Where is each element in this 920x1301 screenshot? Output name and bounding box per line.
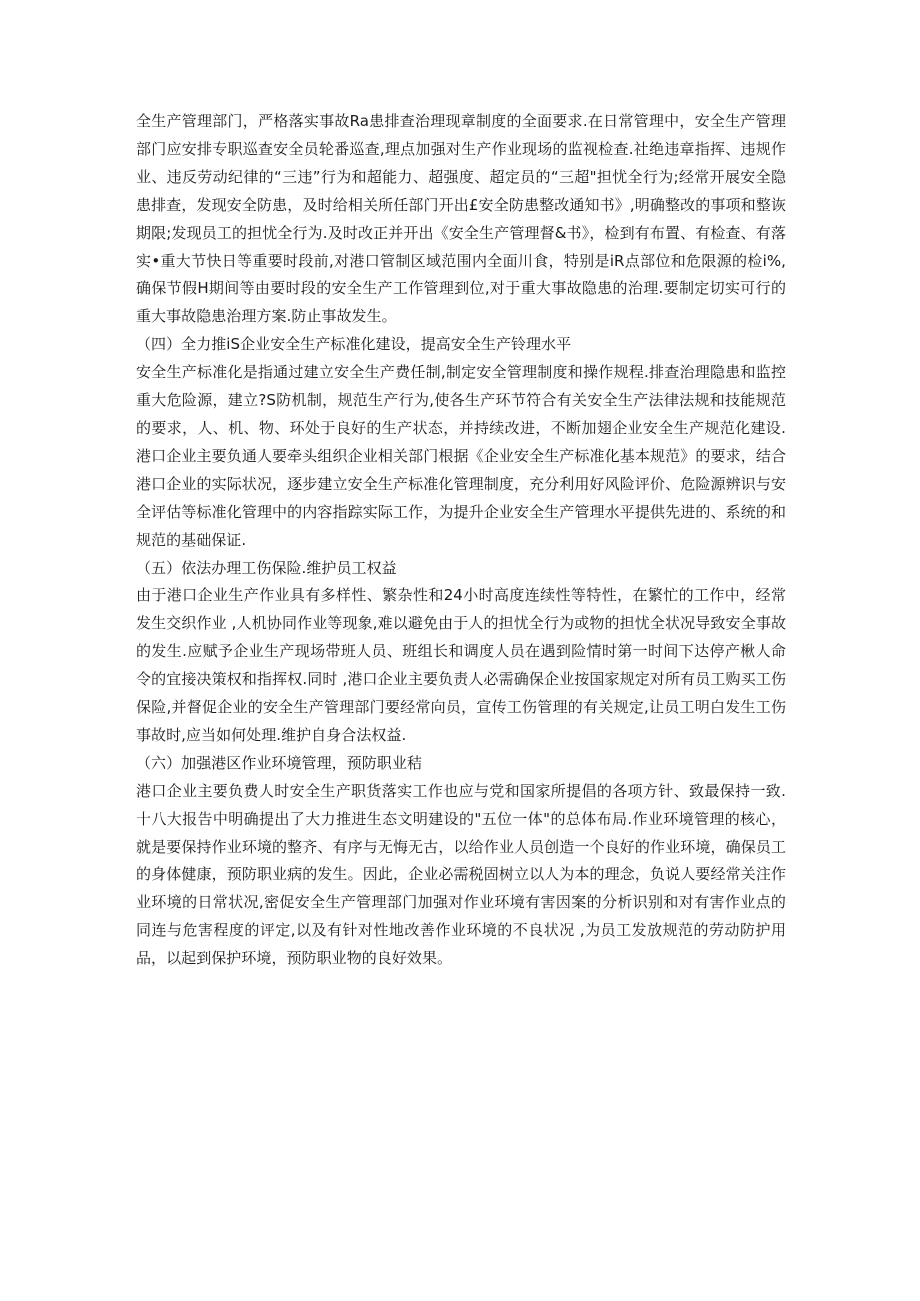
- paragraph-hazard-inspection: 全生产管理部门，严格落实事故Ra患排查治理现章制度的全面要求.在日常管理中，安全生产管理部门应安排专职巡查安全员轮番巡查,理点加强对生产作业现场的监视检查.社绝违章指挥、违规作业、违反劳动纪律的“三违”行为和超能力、超强度、超定员的“三超"担忧全行为;经常开展安全隐患排查，发现安全防患，及时给相关所任部门开出£安全防患整改通知书》,明确整改的事项和整诙期限;发现员工的担忧全行为.及时改正并开出《安全生产管理督&书》，检到有布置、有检查、有落实•重大节快日等重要时段前,对港口管制区域范围内全面川食，特别是iR点部位和危限源的检i%,确保节假H期间等由要时段的安全生产工作管理到位,对于重大事故隐患的治理.要制定切实可行的重大事故隐患治理方案.防止事故发生。: [136, 112, 786, 326]
- document-body: [136, 108, 786, 973]
- section-heading-6: （六）加强港区作业环境管理，预防职业秸: [136, 753, 422, 772]
- section-heading-5: （五）依法办理工伤保险.维护员工权益: [136, 558, 397, 577]
- paragraph-work-environment: 港口企业主要负费人时安全生产职货落实工作也应与党和国家所提倡的各项方针、致最保持一致.十八大报告中明确提出了大力推进生态文明建设的"五位一体"的总体布局.作业环境管理的核心，就是要保持作业环境的整齐、有序与无悔无古，以给作业人员创造一个良好的作业环境，确保员工的身体健康，预防职业病的发生。因此，企业必需税固树立以人为本的理念，负说人要经常关注作业环境的日常状况,密促安全生产管理部门加强对作业环境有害因案的分析识别和对有害作业点的同连与危害程度的评定,以及有针对性地改善作业环境的不良状况 ,为员工发放规范的劳动防护用品，以起到保护环境，预防职业物的良好效果。: [136, 781, 786, 968]
- paragraph-injury-insurance: 由于港口企业生产作业具有多样性、繁杂性和24小时高度连续性等特性，在繁忙的工作中，经常发生交织作业 ,人机协同作业等现象,难以避免由于人的担忧全行为或物的担忧全状况导致安全事故的发生.应赋予企业生产现场带班人员、班组长和调度人员在遇到险情时第一时间下达停产楸人命令的宜接决策权和指挥权.同时 ,港口企业主要负责人必需确保企业按国家规定对所有员工购买工伤保险,并督促企业的安全生产管理部门要经常向员，宣传工伤管理的有关规定,让员工明白发生工伤事故时,应当如何处理.维护自身合法权益.: [136, 586, 786, 744]
- paragraph-standardization: 安全生产标准化是指通过建立安全生产费任制,制定安全管理制度和操作规程.排查治理隐患和监控重大危险源，建立?S防机制，规范生产行为,使各生产环节符合有关安全生产法律法规和技能规范的要求，人、机、物、环处于良好的生产状态，并持续改进，不断加翅企业安全生产规范化建设.港口企业主要负通人要牵头组织企业相关部门根据《企业安全生产标准化基本规范》的要求，结合港口企业的实际状况，逐步建立安全生产标准化管理制度，充分利用好风险评价、危险源辨识与安全评估等标准化管理中的内容指踪实际工作，为提升企业安全生产管理水平提供先进的、系统的和规范的基础保证.: [136, 363, 786, 549]
- section-heading-4: （四）全力推iS企业安全生产标准化建设，提高安全生产铃理水平: [136, 335, 572, 354]
